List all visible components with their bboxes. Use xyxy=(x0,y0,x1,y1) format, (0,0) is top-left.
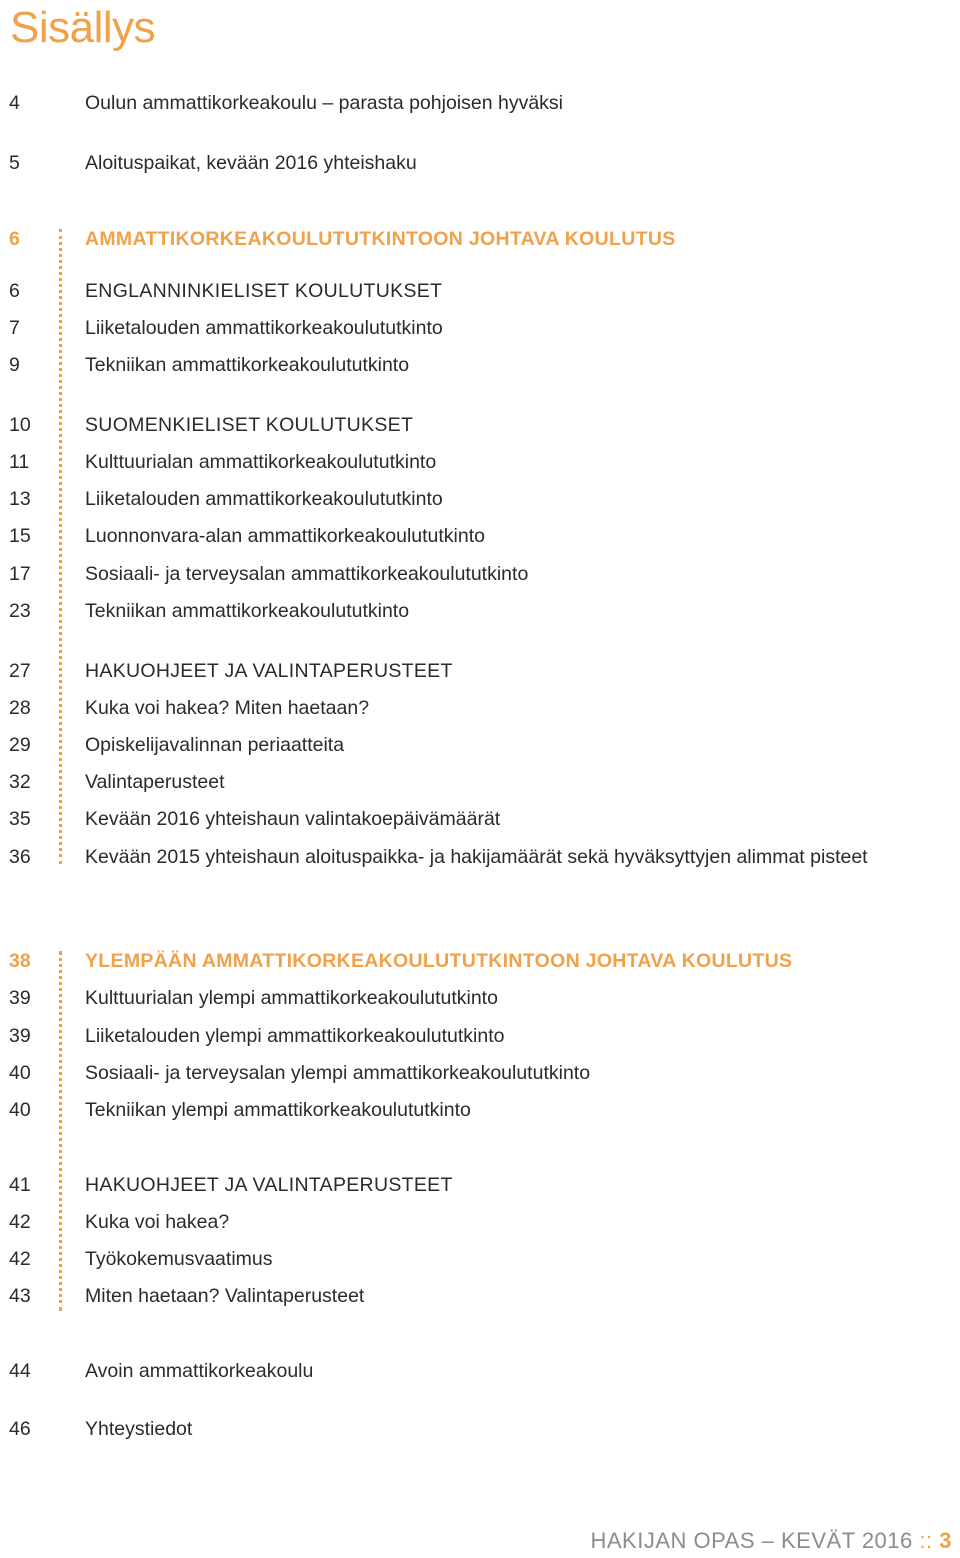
footer-title: HAKIJAN OPAS – KEVÄT 2016 xyxy=(590,1528,913,1553)
toc-page-number: 11 xyxy=(9,451,30,473)
toc-entry-label: YLEMPÄÄN AMMATTIKORKEAKOULUTUTKINTOON JOHTAVA KOULUTUS xyxy=(85,950,793,972)
toc-entry-label: Kevään 2016 yhteishaun valintakoepäivämäärät xyxy=(85,808,501,830)
toc-entry-label: Kulttuurialan ammattikorkeakoulututkinto xyxy=(85,451,437,473)
toc-subsection-heading[interactable] xyxy=(0,656,960,686)
toc-page-number: 39 xyxy=(9,1025,31,1047)
toc-entry[interactable] xyxy=(0,1207,960,1237)
toc-entry[interactable] xyxy=(0,693,960,723)
toc-page-number: 43 xyxy=(9,1285,31,1307)
toc-page-number: 27 xyxy=(9,660,31,682)
toc-page-number: 6 xyxy=(9,280,20,302)
toc-entry-label: Tekniikan ammattikorkeakoulututkinto xyxy=(85,354,410,376)
toc-entry[interactable] xyxy=(0,1356,960,1386)
toc-page-number: 40 xyxy=(9,1099,31,1121)
page-footer xyxy=(590,1526,952,1556)
toc-entry-label: Kevään 2015 yhteishaun aloituspaikka- ja hakijamäärät sekä hyväksyttyjen alimmat pisteet xyxy=(85,846,868,868)
toc-entry[interactable] xyxy=(0,842,960,872)
toc-entry-label: Työkokemusvaatimus xyxy=(85,1248,273,1270)
toc-entry-label: Miten haetaan? Valintaperusteet xyxy=(85,1285,365,1307)
toc-entry-label: Tekniikan ylempi ammattikorkeakoulututkinto xyxy=(85,1099,471,1121)
toc-entry-label: Liiketalouden ylempi ammattikorkeakoulututkinto xyxy=(85,1025,505,1047)
toc-entry[interactable] xyxy=(0,88,960,118)
toc-page-number: 41 xyxy=(9,1174,31,1196)
toc-entry-label: Oulun ammattikorkeakoulu – parasta pohjoisen hyväksi xyxy=(85,92,564,114)
toc-entry-label: Avoin ammattikorkeakoulu xyxy=(85,1360,314,1382)
toc-entry[interactable] xyxy=(0,983,960,1013)
toc-page-number: 5 xyxy=(9,152,20,174)
toc-entry[interactable] xyxy=(0,730,960,760)
toc-entry-label: Liiketalouden ammattikorkeakoulututkinto xyxy=(85,317,443,339)
toc-page-number: 35 xyxy=(9,808,31,830)
toc-entry[interactable] xyxy=(0,1281,960,1311)
toc-entry[interactable] xyxy=(0,313,960,343)
toc-page-number: 42 xyxy=(9,1248,31,1270)
toc-entry[interactable] xyxy=(0,1095,960,1125)
toc-entry-label: HAKUOHJEET JA VALINTAPERUSTEET xyxy=(85,660,453,682)
toc-page-number: 9 xyxy=(9,354,20,376)
toc-entry-label: SUOMENKIELISET KOULUTUKSET xyxy=(85,414,414,436)
toc-entry[interactable] xyxy=(0,1244,960,1274)
toc-page-number: 7 xyxy=(9,317,20,339)
toc-entry[interactable] xyxy=(0,350,960,380)
toc-page-number: 46 xyxy=(9,1418,31,1440)
toc-entry-label: ENGLANNINKIELISET KOULUTUKSET xyxy=(85,280,443,302)
footer-separator: :: xyxy=(919,1528,933,1553)
toc-page-number: 32 xyxy=(9,771,31,793)
toc-entry[interactable] xyxy=(0,767,960,797)
toc-entry-label: Sosiaali- ja terveysalan ammattikorkeakoulututkinto xyxy=(85,563,529,585)
toc-page-number: 15 xyxy=(9,525,31,547)
toc-entry-label: Sosiaali- ja terveysalan ylempi ammattikorkeakoulututkinto xyxy=(85,1062,591,1084)
toc-entry-label: HAKUOHJEET JA VALINTAPERUSTEET xyxy=(85,1174,453,1196)
toc-entry-label: AMMATTIKORKEAKOULUTUTKINTOON JOHTAVA KOULUTUS xyxy=(85,228,676,250)
toc-entry[interactable] xyxy=(0,484,960,514)
toc-page-number: 44 xyxy=(9,1360,31,1382)
toc-entry[interactable] xyxy=(0,1058,960,1088)
toc-page-number: 10 xyxy=(9,414,31,436)
toc-page-number: 39 xyxy=(9,987,31,1009)
toc-page-number: 29 xyxy=(9,734,31,756)
toc-entry[interactable] xyxy=(0,559,960,589)
toc-entry[interactable] xyxy=(0,521,960,551)
toc-page-number: 40 xyxy=(9,1062,31,1084)
toc-entry-label: Aloituspaikat, kevään 2016 yhteishaku xyxy=(85,152,417,174)
toc-page-number: 6 xyxy=(9,228,20,250)
toc-page-number: 28 xyxy=(9,697,31,719)
toc-page-number: 42 xyxy=(9,1211,31,1233)
toc-entry[interactable] xyxy=(0,1414,960,1444)
toc-page-number: 23 xyxy=(9,600,31,622)
toc-entry-label: Kuka voi hakea? Miten haetaan? xyxy=(85,697,370,719)
toc-entry[interactable] xyxy=(0,804,960,834)
toc-entry[interactable] xyxy=(0,447,960,477)
toc-entry-label: Luonnonvara-alan ammattikorkeakoulututkinto xyxy=(85,525,485,547)
toc-entry[interactable] xyxy=(0,596,960,626)
toc-subsection-heading[interactable] xyxy=(0,410,960,440)
page-title: Sisällys xyxy=(10,3,156,52)
toc-subsection-heading[interactable] xyxy=(0,276,960,306)
footer-page-number: 3 xyxy=(939,1528,952,1553)
toc-entry-label: Tekniikan ammattikorkeakoulututkinto xyxy=(85,600,410,622)
toc-entry-label: Opiskelijavalinnan periaatteita xyxy=(85,734,345,756)
toc-entry-label: Kulttuurialan ylempi ammattikorkeakoulututkinto xyxy=(85,987,498,1009)
toc-subsection-heading[interactable] xyxy=(0,1170,960,1200)
toc-section-heading[interactable] xyxy=(0,946,960,976)
toc-entry-label: Valintaperusteet xyxy=(85,771,225,793)
toc-entry[interactable] xyxy=(0,148,960,178)
toc-entry[interactable] xyxy=(0,1021,960,1051)
toc-page-number: 4 xyxy=(9,92,20,114)
toc-entry-label: Liiketalouden ammattikorkeakoulututkinto xyxy=(85,488,443,510)
toc-page-number: 36 xyxy=(9,846,31,868)
toc-entry-label: Yhteystiedot xyxy=(85,1418,193,1440)
toc-entry-label: Kuka voi hakea? xyxy=(85,1211,230,1233)
toc-page-number: 38 xyxy=(9,950,31,972)
toc-section-heading[interactable] xyxy=(0,224,960,254)
toc-page-number: 13 xyxy=(9,488,31,510)
toc-page-number: 17 xyxy=(9,563,31,585)
